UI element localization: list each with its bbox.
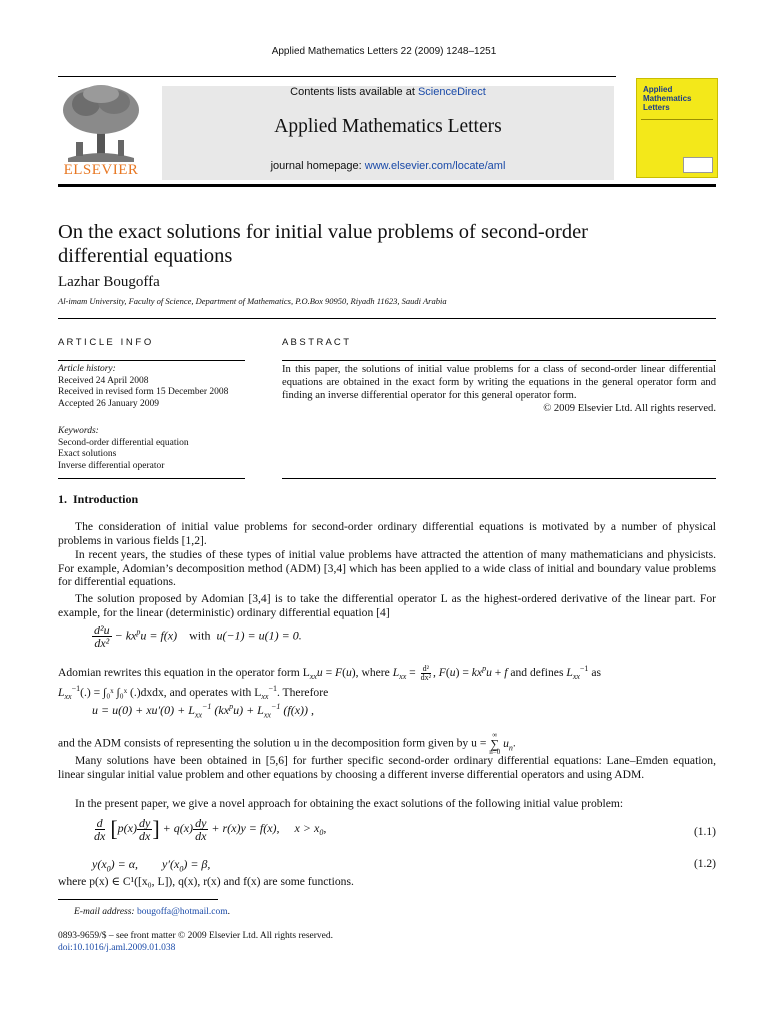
keyword-item: Second-order differential equation — [58, 437, 189, 448]
intro-paragraph-8: where p(x) ∈ C¹([x₀, L]), q(x), r(x) and f(x) are some functions. — [58, 875, 354, 888]
elsevier-logo — [56, 82, 146, 180]
equation-1-2: $y(x_0) = \alpha$, $y'(x_0) = \beta$, — [92, 857, 211, 874]
intro-paragraph-1: The consideration of initial value problems for second-order ordinary differential equations is motivated by a number of physical problems in various fields [1,2]. — [58, 520, 716, 547]
article-history — [58, 364, 228, 410]
keyword-item: Inverse differential operator — [58, 460, 165, 471]
author-affiliation: Al-imam University, Faculty of Science, Department of Mathematics, P.O.Box 90950, Riyadh 11623, Saudi Arabia — [58, 296, 447, 306]
affiliation-rule — [58, 318, 716, 319]
footnote-rule — [58, 899, 218, 900]
equation-number-1-1: (1.1) — [693, 826, 716, 838]
abstract-rule — [282, 360, 716, 361]
intro-paragraph-4-line2: $L_{xx}^{-1}(.)$ = ∫₀ˣ ∫₀ˣ (.)dxdx, and operates with $L_{xx}^{-1}$. Therefore — [58, 684, 329, 702]
author-name: Lazhar Bougoffa — [58, 274, 160, 290]
keywords-label: Keywords: — [58, 426, 99, 436]
journal-cover — [636, 78, 718, 178]
journal-title: Applied Mathematics Letters — [274, 116, 502, 137]
history-accepted: Accepted 26 January 2009 — [58, 398, 160, 409]
email-link[interactable]: bougoffa@hotmail.com — [136, 907, 228, 917]
abstract-text: In this paper, the solutions of initial value problems for a class of second-order linear differential equations are obtained in the exact form by writing the equations in the general operator form and finding an inverse differential operator for this general operator form. — [282, 364, 716, 401]
abstract-copyright: © 2009 Elsevier Ltd. All rights reserved. — [543, 403, 716, 414]
homepage-link[interactable]: www.elsevier.com/locate/aml — [364, 160, 506, 172]
footnote-email: E-mail address: bougoffa@hotmail.com. — [74, 907, 230, 917]
article-title-line1: On the exact solutions for initial value problems of second-order — [58, 221, 589, 243]
journal-citation: Applied Mathematics Letters 22 (2009) 1248–1251 — [271, 46, 497, 57]
equation-number-1-2: (1.2) — [693, 858, 716, 870]
intro-paragraph-4: Adomian rewrites this equation in the operator form $L_{xx}u = F(u)$, where $L_{xx}$ = $\frac{\text{d²}}{\text{dx²}}$ , $F(u) = kx^pu + f$ and defines $L_{xx}^{-1}$ as — [58, 663, 601, 682]
article-info-rule — [58, 360, 245, 361]
homepage-line — [162, 160, 614, 172]
header-bottom-rule — [58, 184, 716, 187]
keywords — [58, 426, 189, 472]
intro-paragraph-6: Many solutions have been obtained in [5,6] for further specific second-order ordinary differential equations: Lane–Emden equation, linear singular initial value problem and other equations by choosing a different inverse differential operators and using ADM. — [58, 754, 716, 781]
keywords-bottom-rule — [58, 478, 245, 479]
article-info-heading: A R T I C L E I N F O — [58, 337, 152, 348]
contents-prefix: Contents lists available at — [290, 86, 418, 98]
intro-paragraph-7: In the present paper, we give a novel approach for obtaining the exact solutions of the following initial value problem: — [75, 797, 624, 810]
abstract-bottom-rule — [282, 478, 716, 479]
history-revised: Received in revised form 15 December 2008 — [58, 387, 229, 397]
keyword-item: Exact solutions — [58, 449, 117, 459]
intro-paragraph-5: and the ADM consists of representing the solution u in the decomposition form given by u = ∞ ∑ n=0 $u_n$. — [58, 731, 516, 756]
equation-deterministic: $\frac{\text{d²u}}{\text{dx²}}$ − $kx^pu = f(x)$ with u(−1) = u(1) = 0. — [94, 623, 302, 650]
header-top-rule — [58, 76, 616, 77]
homepage-prefix: journal homepage: — [270, 160, 365, 172]
doi-link[interactable]: doi:10.1016/j.aml.2009.01.038 — [58, 943, 176, 953]
section-heading: 1. Introduction — [58, 492, 139, 506]
abstract-heading: A B S T R A C T — [282, 337, 350, 348]
cover-title: Applied Mathematics Letters — [643, 85, 692, 112]
contents-line — [162, 86, 614, 98]
sciencedirect-link[interactable]: ScienceDirect — [417, 86, 486, 98]
history-received: Received 24 April 2008 — [58, 375, 149, 386]
publisher-name: ELSEVIER — [63, 162, 139, 178]
front-matter-note: 0893-9659/$ – see front matter © 2009 Elsevier Ltd. All rights reserved. — [58, 931, 334, 941]
journal-banner — [162, 86, 614, 180]
elsevier-tree-icon — [56, 82, 146, 164]
article-title — [58, 220, 718, 268]
equation-operator: $u = u(0) + xu'(0) + L_{xx}^{-1}$ $(kx^pu) + L_{xx}^{-1}$ (f(x)) , — [92, 702, 315, 720]
history-label: Article history: — [58, 364, 116, 374]
intro-paragraph-2: In recent years, the studies of these types of initial value problems have attracted the attention of many mathematicians and physicists. For example, Adomian’s decomposition method (ADM) [3,4] which has been applied to a wide class of initial and boundary value problems for differential equations. — [58, 548, 716, 589]
equation-1-1: $\frac{d}{dx}$ [p(x) $\frac{dy}{dx}$ ] + q(x) $\frac{dy}{dx}$ + r(x)y = f(x), $x > x_0$, — [94, 815, 327, 843]
article-title-line2: differential equations — [58, 245, 233, 267]
intro-paragraph-3: The solution proposed by Adomian [3,4] is to take the differential operator L as the highest-ordered derivative of the linear part. For example, for the linear (deterministic) ordinary differential equation [4] — [58, 592, 716, 619]
